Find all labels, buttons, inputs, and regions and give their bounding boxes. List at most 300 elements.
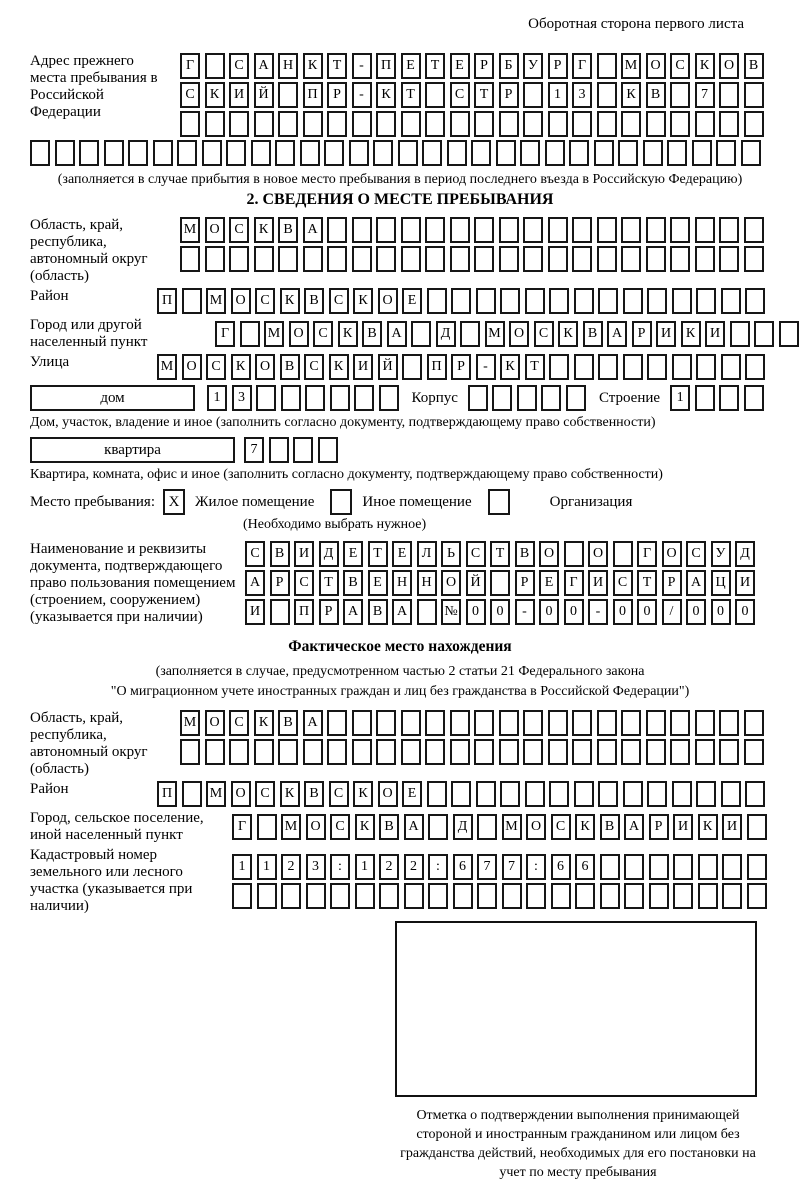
char-box: С — [329, 288, 349, 314]
s2-district-field — [30, 288, 770, 314]
s2-city-row — [215, 321, 799, 347]
char-box: П — [157, 288, 177, 314]
char-box: Й — [254, 82, 274, 108]
char-box: Й — [466, 570, 486, 596]
char-box — [490, 570, 510, 596]
char-box: В — [362, 321, 382, 347]
char-box: Р — [548, 53, 568, 79]
char-box — [232, 883, 252, 909]
char-box: 1 — [232, 854, 252, 880]
char-box — [621, 710, 641, 736]
char-box — [744, 111, 764, 137]
stay-row — [30, 489, 770, 515]
doc-row-1 — [245, 541, 755, 567]
char-box — [281, 883, 301, 909]
char-box: О — [441, 570, 461, 596]
char-box — [613, 541, 633, 567]
char-box — [450, 217, 470, 243]
char-box — [352, 710, 372, 736]
char-box: Т — [637, 570, 657, 596]
char-box — [402, 354, 422, 380]
char-box — [719, 710, 739, 736]
char-box: Т — [490, 541, 510, 567]
char-box — [202, 140, 222, 166]
char-box — [401, 710, 421, 736]
char-box — [269, 437, 289, 463]
char-box: О — [646, 53, 666, 79]
char-box — [716, 140, 736, 166]
page-side-note: Оборотная сторона первого листа — [528, 16, 744, 32]
char-box: И — [673, 814, 693, 840]
char-box — [597, 82, 617, 108]
char-box: : — [428, 854, 448, 880]
char-box: 1 — [548, 82, 568, 108]
actual-region-label: Область, край, республика, автономный округ (область) — [30, 710, 148, 777]
char-box — [305, 385, 325, 411]
char-box — [474, 739, 494, 765]
char-box: С — [304, 354, 324, 380]
char-box: 0 — [735, 599, 755, 625]
char-box: А — [254, 53, 274, 79]
char-box: К — [376, 82, 396, 108]
char-box — [318, 437, 338, 463]
char-box — [597, 111, 617, 137]
char-box — [306, 883, 326, 909]
char-box — [180, 246, 200, 272]
char-box — [376, 710, 396, 736]
actual-city-label: Город, сельское поселение, иной населенный пункт — [30, 810, 204, 843]
char-box — [474, 111, 494, 137]
char-box — [721, 781, 741, 807]
char-box — [500, 781, 520, 807]
stamp-caption: Отметка о подтверждении выполнения принимающей стороной и иностранным гражданином или лицом без гражданства действий, необходимых для его постановки на учет по месту пребывания — [400, 1108, 756, 1180]
char-box — [647, 354, 667, 380]
char-box — [327, 111, 347, 137]
char-box — [745, 354, 765, 380]
s2-street-row — [157, 354, 765, 380]
char-box: - — [476, 354, 496, 380]
char-box — [526, 883, 546, 909]
char-box: - — [352, 82, 372, 108]
char-box — [649, 854, 669, 880]
prev-address-row-4 — [30, 140, 770, 166]
actual-city-row — [232, 814, 767, 840]
char-box — [572, 217, 592, 243]
char-box — [477, 883, 497, 909]
char-box: Р — [515, 570, 535, 596]
char-box — [548, 710, 568, 736]
char-box: К — [254, 710, 274, 736]
char-box: С — [255, 288, 275, 314]
char-box — [695, 217, 715, 243]
char-box: Д — [319, 541, 339, 567]
char-box: 0 — [466, 599, 486, 625]
char-box — [404, 883, 424, 909]
char-box: Д — [436, 321, 456, 347]
char-box: С — [313, 321, 333, 347]
char-box — [278, 111, 298, 137]
char-box: Е — [402, 781, 422, 807]
char-box — [499, 111, 519, 137]
house-name-box: дом — [30, 385, 195, 411]
apartment-name-box: квартира — [30, 437, 235, 463]
char-box — [401, 739, 421, 765]
char-box — [695, 739, 715, 765]
char-box — [673, 854, 693, 880]
cadastre-row-2 — [232, 883, 767, 909]
char-box: М — [206, 781, 226, 807]
char-box — [373, 140, 393, 166]
char-box — [453, 883, 473, 909]
char-box — [499, 710, 519, 736]
char-box — [548, 217, 568, 243]
char-box — [256, 385, 276, 411]
char-box — [182, 288, 202, 314]
char-box — [523, 217, 543, 243]
char-box — [719, 217, 739, 243]
char-box — [303, 739, 323, 765]
char-box — [303, 246, 323, 272]
char-box — [474, 710, 494, 736]
char-box: Р — [474, 53, 494, 79]
char-box — [257, 883, 277, 909]
char-box — [401, 246, 421, 272]
actual-note-2: "О миграционном учете иностранных граждан и лиц без гражданства в Российской Федерации") — [110, 684, 690, 699]
char-box — [747, 814, 767, 840]
char-box: Г — [564, 570, 584, 596]
char-box: М — [502, 814, 522, 840]
char-box: 2 — [281, 854, 301, 880]
prev-address-rows — [180, 53, 764, 137]
char-box: К — [558, 321, 578, 347]
char-box — [460, 321, 480, 347]
char-box — [594, 140, 614, 166]
char-box: Т — [525, 354, 545, 380]
char-box: 6 — [551, 854, 571, 880]
char-box: К — [353, 288, 373, 314]
char-box — [670, 739, 690, 765]
s2-city-label: Город или другой населенный пункт — [30, 317, 148, 350]
char-box — [422, 140, 442, 166]
char-box: И — [245, 599, 265, 625]
char-box — [670, 111, 690, 137]
char-box: В — [600, 814, 620, 840]
char-box — [401, 111, 421, 137]
char-box — [496, 140, 516, 166]
char-box — [275, 140, 295, 166]
char-box — [730, 321, 750, 347]
char-box — [425, 217, 445, 243]
char-box — [692, 140, 712, 166]
char-box — [330, 385, 350, 411]
char-box — [695, 246, 715, 272]
char-box — [205, 111, 225, 137]
char-box: О — [205, 217, 225, 243]
char-box: : — [526, 854, 546, 880]
char-box — [623, 354, 643, 380]
char-box — [572, 710, 592, 736]
stay-note: (Необходимо выбрать нужное) — [243, 517, 427, 532]
prev-address-row-2 — [180, 82, 764, 108]
char-box — [621, 111, 641, 137]
char-box — [477, 814, 497, 840]
char-box: 3 — [306, 854, 326, 880]
char-box — [672, 288, 692, 314]
char-box — [744, 710, 764, 736]
apartment-note: Квартира, комната, офис и иное (заполнить согласно документу, подтверждающему право собственности) — [30, 467, 663, 482]
char-box: В — [304, 288, 324, 314]
char-box: О — [588, 541, 608, 567]
char-box — [747, 854, 767, 880]
char-box — [352, 217, 372, 243]
char-box: К — [303, 53, 323, 79]
char-box — [254, 111, 274, 137]
char-box: И — [353, 354, 373, 380]
char-box: С — [466, 541, 486, 567]
char-box — [499, 217, 519, 243]
char-box: О — [719, 53, 739, 79]
char-box: С — [670, 53, 690, 79]
char-box — [327, 246, 347, 272]
char-box — [744, 739, 764, 765]
s2-street-field — [30, 354, 770, 380]
char-box — [523, 82, 543, 108]
char-box — [447, 140, 467, 166]
char-box — [352, 739, 372, 765]
char-box: А — [387, 321, 407, 347]
cadastre-label: Кадастровый номер земельного или лесного участка (указывается при наличии) — [30, 847, 193, 914]
char-box: 7 — [695, 82, 715, 108]
char-box: К — [355, 814, 375, 840]
char-box — [643, 140, 663, 166]
char-box — [428, 814, 448, 840]
house-number-boxes — [207, 385, 399, 411]
char-box — [355, 883, 375, 909]
char-box: М — [206, 288, 226, 314]
s2-region-row-1 — [180, 217, 764, 243]
char-box: П — [376, 53, 396, 79]
char-box: К — [353, 781, 373, 807]
char-box — [499, 739, 519, 765]
actual-region-rows — [180, 710, 764, 778]
char-box — [270, 599, 290, 625]
s2-region-row-2 — [180, 246, 764, 272]
char-box — [696, 781, 716, 807]
char-box — [411, 321, 431, 347]
char-box: К — [621, 82, 641, 108]
char-box: 0 — [539, 599, 559, 625]
char-box: В — [515, 541, 535, 567]
doc-field — [30, 541, 770, 626]
stamp-box — [395, 921, 757, 1097]
char-box: 0 — [564, 599, 584, 625]
char-box — [754, 321, 774, 347]
char-box: А — [404, 814, 424, 840]
char-box: С — [330, 814, 350, 840]
char-box — [376, 111, 396, 137]
char-box: Г — [232, 814, 252, 840]
other-premise-label: Иное помещение — [362, 493, 472, 510]
actual-note-1: (заполняется в случае, предусмотренном частью 2 статьи 21 Федерального закона — [155, 664, 645, 679]
char-box: Н — [278, 53, 298, 79]
char-box: К — [338, 321, 358, 347]
char-box: Р — [319, 599, 339, 625]
char-box — [474, 217, 494, 243]
char-box — [624, 854, 644, 880]
char-box: К — [254, 217, 274, 243]
dwelling-label: Жилое помещение — [195, 493, 315, 510]
char-box: И — [705, 321, 725, 347]
char-box — [598, 781, 618, 807]
organization-checkbox — [488, 489, 510, 515]
char-box — [205, 739, 225, 765]
char-box — [549, 288, 569, 314]
char-box — [572, 739, 592, 765]
char-box — [278, 739, 298, 765]
char-box — [450, 710, 470, 736]
char-box: В — [744, 53, 764, 79]
s2-district-label: Район — [30, 288, 69, 304]
char-box — [721, 354, 741, 380]
char-box — [79, 140, 99, 166]
char-box — [417, 599, 437, 625]
char-box: № — [441, 599, 461, 625]
char-box — [574, 354, 594, 380]
char-box — [324, 140, 344, 166]
char-box: О — [526, 814, 546, 840]
char-box — [229, 111, 249, 137]
char-box — [450, 111, 470, 137]
other-premise-checkbox — [330, 489, 352, 515]
char-box: Ь — [441, 541, 461, 567]
doc-rows — [245, 541, 755, 626]
char-box — [425, 111, 445, 137]
char-box — [349, 140, 369, 166]
char-box — [646, 111, 666, 137]
char-box: А — [624, 814, 644, 840]
char-box — [517, 385, 537, 411]
char-box: С — [534, 321, 554, 347]
char-box — [549, 781, 569, 807]
char-box — [566, 385, 586, 411]
char-box — [624, 883, 644, 909]
char-box — [205, 246, 225, 272]
prev-address-note: (заполняется в случае прибытия в новое место пребывания в период последнего въезда в Российскую Федерацию) — [57, 172, 743, 187]
char-box — [451, 781, 471, 807]
char-box — [647, 288, 667, 314]
char-box: Ц — [711, 570, 731, 596]
actual-district-row — [157, 781, 765, 807]
char-box — [428, 883, 448, 909]
char-box: С — [245, 541, 265, 567]
char-box: К — [695, 53, 715, 79]
cadastre-field — [30, 847, 770, 915]
char-box: А — [303, 710, 323, 736]
char-box: Д — [735, 541, 755, 567]
char-box — [226, 140, 246, 166]
char-box: : — [330, 854, 350, 880]
cadastre-rows — [232, 854, 767, 909]
dwelling-checkbox: X — [163, 489, 185, 515]
char-box — [548, 246, 568, 272]
doc-label: Наименование и реквизиты документа, подтверждающего право пользования помещением (строением, сооружением) (указывается при наличии) — [30, 541, 236, 625]
char-box: П — [303, 82, 323, 108]
char-box — [523, 246, 543, 272]
char-box: В — [278, 217, 298, 243]
char-box: А — [303, 217, 323, 243]
char-box — [541, 385, 561, 411]
s2-region-rows — [180, 217, 764, 285]
char-box — [618, 140, 638, 166]
char-box: К — [205, 82, 225, 108]
char-box — [597, 246, 617, 272]
char-box: Е — [343, 541, 363, 567]
char-box: В — [278, 710, 298, 736]
char-box: Р — [649, 814, 669, 840]
char-box: С — [229, 217, 249, 243]
char-box: О — [378, 288, 398, 314]
char-box — [646, 710, 666, 736]
char-box: О — [255, 354, 275, 380]
char-box: Т — [368, 541, 388, 567]
char-box: Г — [572, 53, 592, 79]
char-box — [747, 883, 767, 909]
s2-district-row — [157, 288, 765, 314]
char-box — [525, 288, 545, 314]
char-box: У — [711, 541, 731, 567]
char-box — [451, 288, 471, 314]
char-box — [303, 111, 323, 137]
char-box: 0 — [490, 599, 510, 625]
char-box: О — [231, 781, 251, 807]
char-box — [376, 246, 396, 272]
char-box: Д — [453, 814, 473, 840]
char-box: С — [180, 82, 200, 108]
char-box — [500, 288, 520, 314]
char-box — [523, 111, 543, 137]
char-box: Р — [499, 82, 519, 108]
char-box: А — [686, 570, 706, 596]
char-box: 7 — [477, 854, 497, 880]
char-box — [205, 53, 225, 79]
char-box: П — [157, 781, 177, 807]
char-box: И — [588, 570, 608, 596]
char-box: М — [281, 814, 301, 840]
doc-row-2 — [245, 570, 755, 596]
char-box: И — [722, 814, 742, 840]
char-box — [667, 140, 687, 166]
char-box: К — [280, 781, 300, 807]
char-box: О — [378, 781, 398, 807]
char-box: П — [294, 599, 314, 625]
section2-title: 2. СВЕДЕНИЯ О МЕСТЕ ПРЕБЫВАНИЯ — [246, 191, 554, 208]
stroenie-label: Строение — [598, 389, 661, 406]
char-box — [696, 288, 716, 314]
char-box: С — [229, 710, 249, 736]
actual-city-field — [30, 810, 770, 844]
char-box: 3 — [232, 385, 252, 411]
char-box: А — [607, 321, 627, 347]
char-box — [254, 246, 274, 272]
char-box — [564, 541, 584, 567]
char-box — [254, 739, 274, 765]
actual-district-label: Район — [30, 781, 69, 797]
char-box — [379, 883, 399, 909]
char-box — [744, 246, 764, 272]
char-box: А — [245, 570, 265, 596]
char-box — [623, 288, 643, 314]
char-box — [376, 739, 396, 765]
